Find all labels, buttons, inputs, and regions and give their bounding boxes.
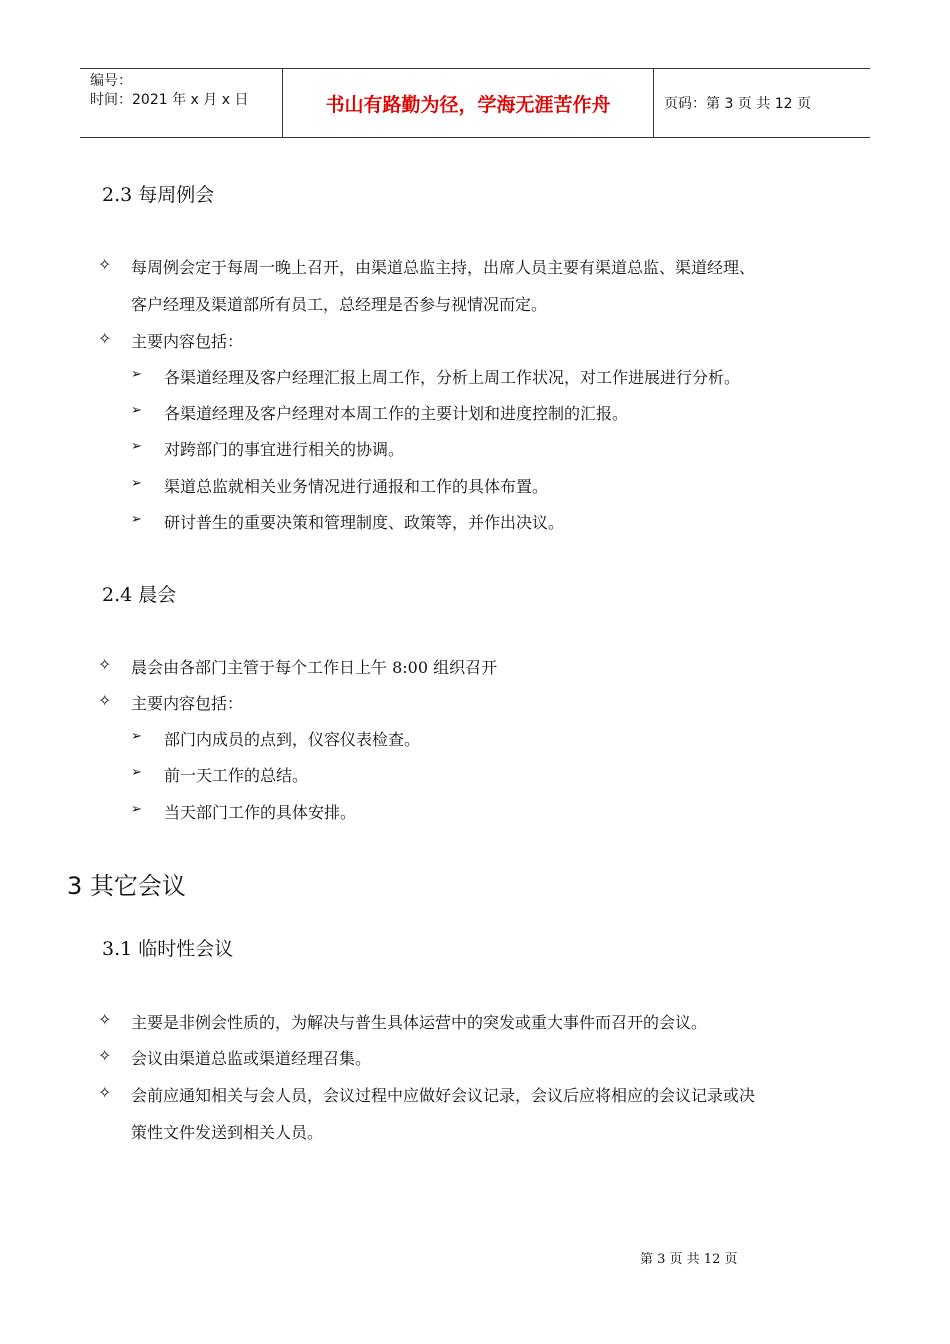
arrow-bullet-icon: ➢: [131, 476, 142, 491]
section-title-3-1: 3.1 临时性会议: [102, 938, 234, 960]
diamond-bullet-icon: ✧: [98, 329, 112, 348]
list-item: 研讨普生的重要决策和管理制度、政策等，并作出决议。: [164, 513, 565, 532]
diamond-bullet-icon: ✧: [98, 1083, 112, 1102]
list-item: 渠道总监就相关业务情况进行通报和工作的具体布置。: [164, 477, 549, 496]
diamond-bullet-icon: ✧: [98, 1010, 112, 1029]
section-title-2-4: 2.4 晨会: [102, 584, 177, 606]
paragraph-line: 主要内容包括：: [131, 332, 244, 351]
arrow-bullet-icon: ➢: [131, 729, 142, 744]
page-header: [80, 68, 870, 138]
header-page-number: 页码：第 3 页 共 12 页: [664, 96, 811, 112]
list-item: 部门内成员的点到，仪容仪表检查。: [164, 730, 421, 749]
list-item: 当天部门工作的具体安排。: [164, 803, 357, 822]
list-item: 各渠道经理及客户经理汇报上周工作，分析上周工作状况，对工作进展进行分析。: [164, 368, 741, 387]
diamond-bullet-icon: ✧: [98, 1046, 112, 1065]
paragraph-line: 主要是非例会性质的，为解决与普生具体运营中的突发或重大事件而召开的会议。: [131, 1013, 708, 1032]
doc-number-label: 编号：: [90, 73, 132, 89]
page-footer: 第 3 页 共 12 页: [640, 1252, 738, 1267]
diamond-bullet-icon: ✧: [98, 255, 112, 274]
arrow-bullet-icon: ➢: [131, 403, 142, 418]
arrow-bullet-icon: ➢: [131, 367, 142, 382]
paragraph-line: 会议由渠道总监或渠道经理召集。: [131, 1049, 372, 1068]
list-item: 前一天工作的总结。: [164, 766, 309, 785]
list-item: 各渠道经理及客户经理对本周工作的主要计划和进度控制的汇报。: [164, 404, 629, 423]
diamond-bullet-icon: ✧: [98, 655, 112, 674]
header-meta: [80, 69, 282, 137]
paragraph-line: 主要内容包括：: [131, 694, 244, 713]
paragraph-line: 策性文件发送到相关人员。: [131, 1123, 324, 1142]
arrow-bullet-icon: ➢: [131, 802, 142, 817]
paragraph-line: 晨会由各部门主管于每个工作日上午 8:00 组织召开: [131, 658, 498, 677]
paragraph-line: 每周例会定于每周一晚上召开，由渠道总监主持，出席人员主要有渠道总监、渠道经理、: [131, 258, 756, 277]
header-divider: [653, 69, 654, 137]
arrow-bullet-icon: ➢: [131, 765, 142, 780]
header-motto: 书山有路勤为径，学海无涯苦作舟: [325, 93, 611, 116]
section-title-2-3: 2.3 每周例会: [102, 184, 215, 206]
arrow-bullet-icon: ➢: [131, 512, 142, 527]
arrow-bullet-icon: ➢: [131, 439, 142, 454]
diamond-bullet-icon: ✧: [98, 691, 112, 710]
paragraph-line: 会前应通知相关与会人员，会议过程中应做好会议记录，会议后应将相应的会议记录或决: [131, 1086, 756, 1105]
paragraph-line: 客户经理及渠道部所有员工，总经理是否参与视情况而定。: [131, 295, 548, 314]
section-title-3: 3 其它会议: [67, 872, 186, 900]
doc-date-label: 时间：2021 年 x 月 x 日: [90, 92, 249, 108]
list-item: 对跨部门的事宜进行相关的协调。: [164, 440, 405, 459]
